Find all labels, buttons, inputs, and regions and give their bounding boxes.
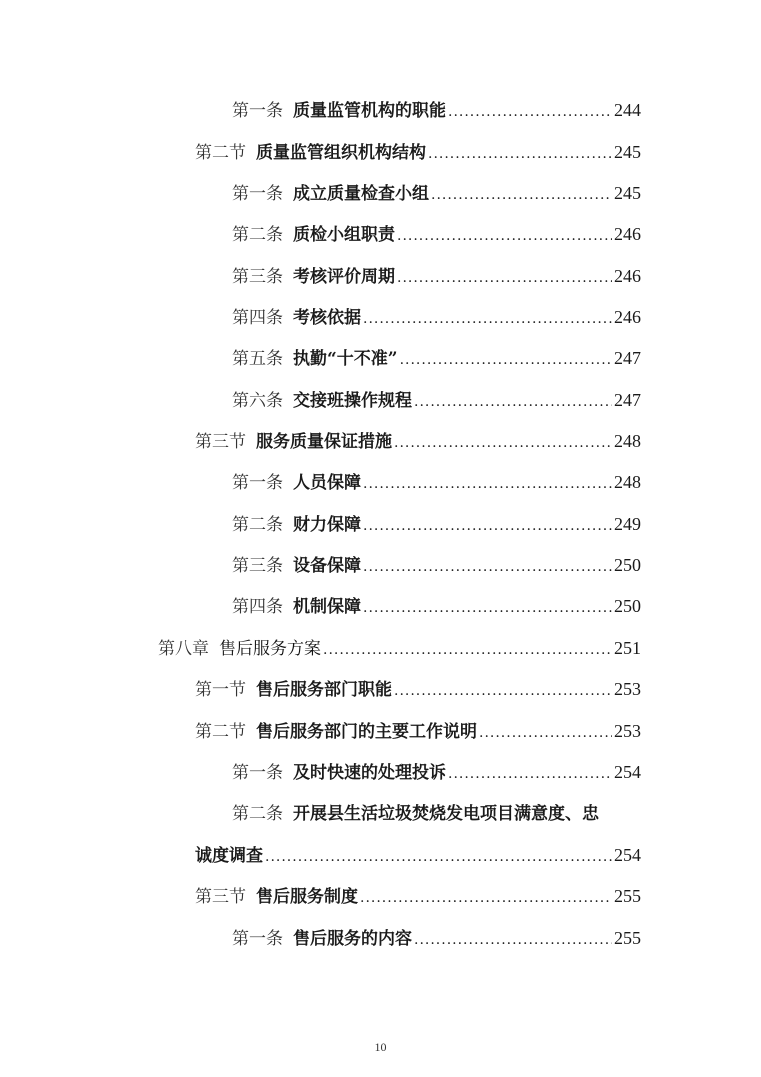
entry-title: 开展县生活垃圾焚烧发电项目满意度、忠 [293, 804, 599, 824]
entry-title: 服务质量保证措施 [256, 432, 392, 452]
toc-entry[interactable] [232, 550, 641, 580]
entry-page: 253 [614, 721, 641, 741]
entry-number: 第三条 [232, 267, 283, 287]
entry-number: 第一条 [232, 184, 283, 204]
dot-leader [428, 139, 612, 169]
dot-leader [431, 180, 612, 210]
entry-page: 245 [614, 142, 641, 162]
entry-title: 售后服务制度 [256, 887, 358, 907]
entry-number: 第一条 [232, 101, 283, 121]
entry-title: 交接班操作规程 [293, 391, 412, 411]
dot-leader [394, 676, 612, 706]
entry-title: 成立质量检查小组 [293, 184, 429, 204]
entry-page: 253 [614, 679, 641, 699]
toc-entry[interactable] [232, 95, 641, 125]
entry-number: 第五条 [232, 349, 283, 369]
entry-title: 售后服务的内容 [293, 929, 412, 949]
entry-title: 售后服务部门的主要工作说明 [256, 722, 477, 742]
entry-page: 248 [614, 431, 641, 451]
toc-entry[interactable] [232, 467, 641, 497]
toc-entry[interactable] [232, 178, 641, 208]
entry-page: 255 [614, 928, 641, 948]
toc-entry[interactable] [195, 426, 641, 456]
entry-page: 254 [614, 762, 641, 782]
entry-title: 质量监管组织机构结构 [256, 143, 426, 163]
dot-leader [363, 469, 612, 499]
entry-title: 售后服务方案 [219, 639, 321, 659]
entry-number: 第二节 [195, 143, 246, 163]
entry-number: 第二条 [232, 225, 283, 245]
entry-page: 250 [614, 596, 641, 616]
dot-leader [363, 511, 612, 541]
dot-leader [479, 718, 612, 748]
toc-entry[interactable] [195, 674, 641, 704]
toc-entry[interactable] [232, 591, 641, 621]
entry-title: 机制保障 [293, 597, 361, 617]
dot-leader [414, 387, 612, 417]
entry-number: 第四条 [232, 308, 283, 328]
dot-leader [400, 345, 612, 375]
entry-page: 255 [614, 886, 641, 906]
toc-entry[interactable] [232, 385, 641, 415]
entry-number: 第三节 [195, 887, 246, 907]
entry-number: 第一条 [232, 929, 283, 949]
entry-number: 第四条 [232, 597, 283, 617]
entry-page: 246 [614, 224, 641, 244]
toc-entry[interactable] [232, 261, 641, 291]
entry-title: 及时快速的处理投诉 [293, 763, 446, 783]
entry-number: 第二节 [195, 722, 246, 742]
entry-title: 考核评价周期 [293, 267, 395, 287]
toc-entry[interactable] [232, 219, 641, 249]
entry-number: 第二条 [232, 804, 283, 824]
entry-page: 246 [614, 266, 641, 286]
entry-page: 247 [614, 348, 641, 368]
entry-number: 第六条 [232, 391, 283, 411]
entry-number: 第二条 [232, 515, 283, 535]
entry-number: 第一节 [195, 680, 246, 700]
entry-page: 249 [614, 514, 641, 534]
entry-title: 考核依据 [293, 308, 361, 328]
dot-leader [414, 925, 612, 955]
toc-entry[interactable] [232, 302, 641, 332]
toc-entry[interactable] [195, 881, 641, 911]
entry-page: 251 [614, 638, 641, 658]
entry-number: 第一条 [232, 763, 283, 783]
entry-title: 质检小组职责 [293, 225, 395, 245]
page-number: 10 [374, 1040, 387, 1054]
entry-page: 244 [614, 100, 641, 120]
toc-entry[interactable] [232, 757, 641, 787]
dot-leader [363, 593, 612, 623]
entry-number: 第八章 [158, 639, 209, 659]
entry-number: 第一条 [232, 473, 283, 493]
entry-title: 人员保障 [293, 473, 361, 493]
dot-leader [363, 304, 612, 334]
dot-leader [397, 221, 612, 251]
entry-page: 247 [614, 390, 641, 410]
dot-leader [397, 263, 612, 293]
toc-entry-continuation[interactable] [195, 840, 641, 870]
dot-leader [363, 552, 612, 582]
entry-title: 质量监管机构的职能 [293, 101, 446, 121]
entry-page: 250 [614, 555, 641, 575]
dot-leader [448, 97, 612, 127]
entry-title: 售后服务部门职能 [256, 680, 392, 700]
entry-page: 254 [614, 845, 641, 865]
toc-entry[interactable] [232, 923, 641, 953]
dot-leader [265, 842, 612, 872]
entry-number: 第三条 [232, 556, 283, 576]
entry-title: 执勤“十不准” [293, 349, 398, 369]
dot-leader [448, 759, 612, 789]
entry-page: 248 [614, 472, 641, 492]
dot-leader [394, 428, 612, 458]
toc-entry[interactable] [195, 716, 641, 746]
entry-title-continuation: 诚度调查 [195, 846, 263, 866]
toc-entry[interactable] [232, 509, 641, 539]
entry-title: 设备保障 [293, 556, 361, 576]
toc-entry[interactable] [195, 137, 641, 167]
entry-number: 第三节 [195, 432, 246, 452]
entry-title: 财力保障 [293, 515, 361, 535]
dot-leader [360, 883, 612, 913]
toc-entry-chapter[interactable] [158, 633, 641, 663]
entry-page: 246 [614, 307, 641, 327]
entry-page: 245 [614, 183, 641, 203]
toc-entry-wrapped[interactable] [232, 799, 641, 829]
dot-leader [323, 635, 612, 665]
toc-entry[interactable] [232, 343, 641, 373]
